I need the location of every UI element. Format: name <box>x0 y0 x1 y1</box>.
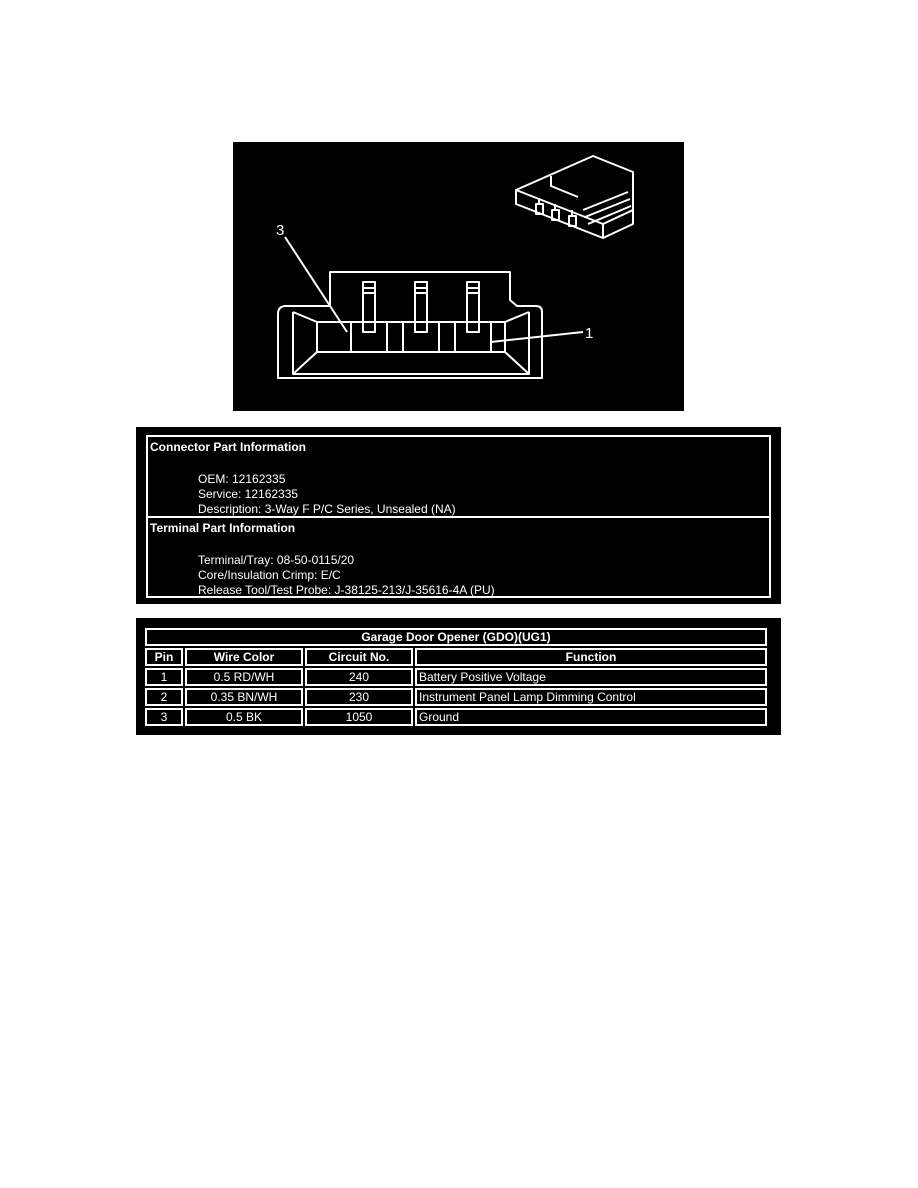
crimp-line: Core/Insulation Crimp: E/C <box>198 568 341 582</box>
pin-cell: 1 <box>145 668 183 686</box>
connector-info-heading: Connector Part Information <box>150 440 307 454</box>
circuit-cell: 230 <box>305 688 413 706</box>
oem-line: OEM: 12162335 <box>198 472 286 486</box>
terminal-tray-line: Terminal/Tray: 08-50-0115/20 <box>198 553 355 567</box>
table-row <box>145 668 767 686</box>
table-row <box>145 688 767 706</box>
col-circuit-no: Circuit No. <box>305 648 413 666</box>
table-row <box>145 708 767 726</box>
part-information-box <box>136 427 781 604</box>
connector-3d-view <box>516 156 633 238</box>
description-line: Description: 3-Way F P/C Series, Unsealed (NA) <box>198 502 456 516</box>
connector-part-info <box>148 437 769 518</box>
connector-illustration <box>233 142 684 411</box>
pin-table <box>143 626 769 728</box>
pin-table-header <box>145 648 767 666</box>
wire-color-cell: 0.5 BK <box>185 708 303 726</box>
connector-diagram <box>233 142 684 411</box>
circuit-cell: 1050 <box>305 708 413 726</box>
service-line: Service: 12162335 <box>198 487 299 501</box>
col-pin: Pin <box>145 648 183 666</box>
pin-cell: 2 <box>145 688 183 706</box>
wire-color-cell: 0.5 RD/WH <box>185 668 303 686</box>
release-tool-line: Release Tool/Test Probe: J-38125-213/J-35616-4A (PU) <box>198 583 495 597</box>
pin-cell: 3 <box>145 708 183 726</box>
wire-color-cell: 0.35 BN/WH <box>185 688 303 706</box>
function-cell: Battery Positive Voltage <box>415 668 767 686</box>
terminal-info-heading: Terminal Part Information <box>150 521 296 535</box>
callout-1-label: 1 <box>585 325 594 342</box>
col-wire-color: Wire Color <box>185 648 303 666</box>
terminal-part-info <box>148 518 769 596</box>
function-cell: Ground <box>415 708 767 726</box>
pin-table-title: Garage Door Opener (GDO)(UG1) <box>145 628 767 646</box>
callout-3-label: 3 <box>276 222 285 239</box>
circuit-cell: 240 <box>305 668 413 686</box>
function-cell: Instrument Panel Lamp Dimming Control <box>415 688 767 706</box>
callout-3-leader <box>285 237 347 332</box>
pin-table-box <box>136 618 781 735</box>
col-function: Function <box>415 648 767 666</box>
